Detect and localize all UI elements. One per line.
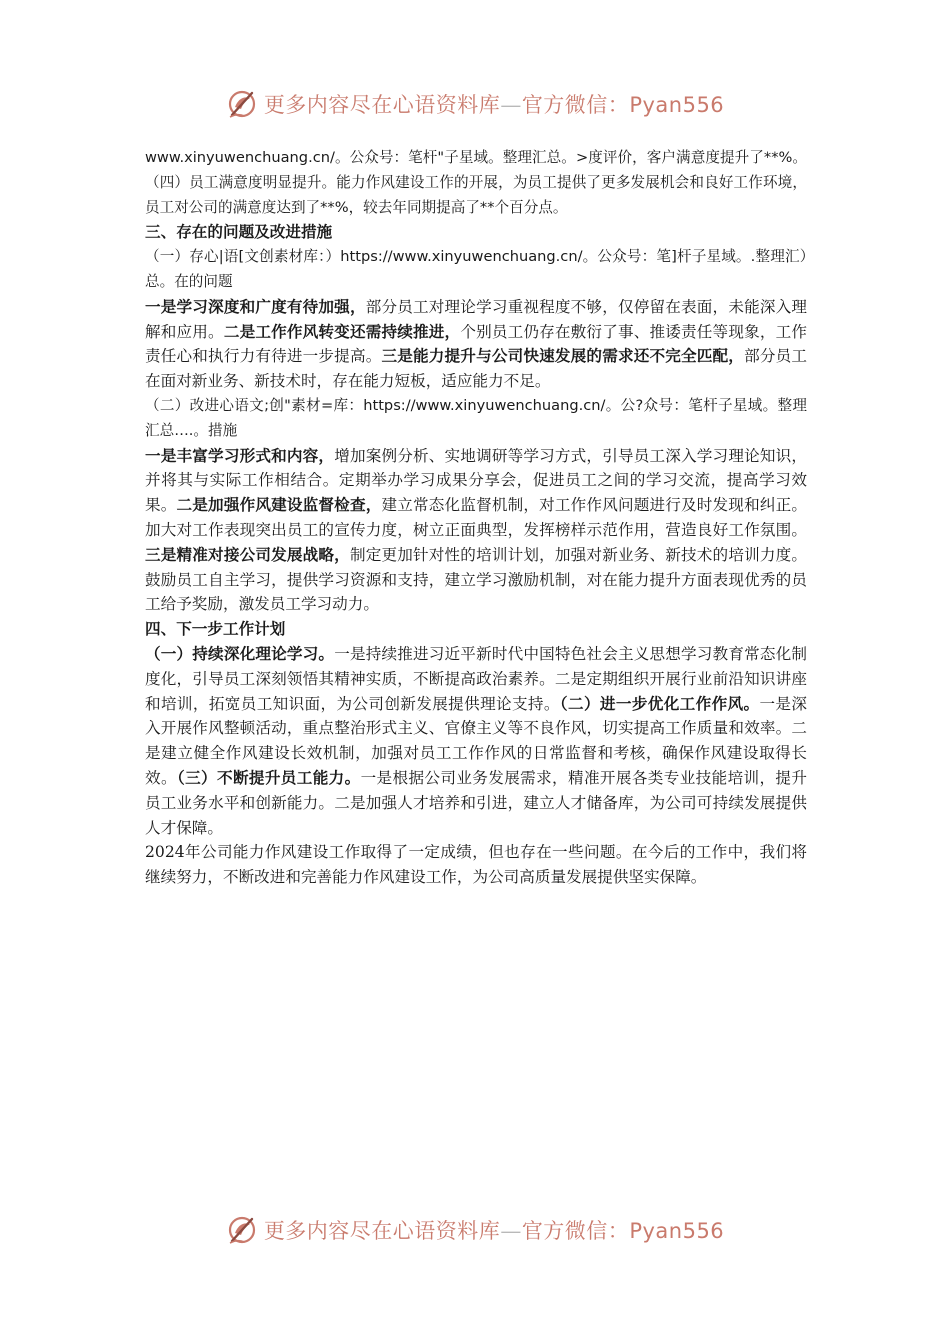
banner-text <box>264 1215 724 1245</box>
banner-wechat-id: Pyan556 <box>629 1219 725 1243</box>
header-banner <box>0 84 950 124</box>
banner-separator: — <box>500 1219 522 1243</box>
banner-main: 更多内容尽在心语资料库 <box>263 93 501 117</box>
document-body <box>145 146 807 890</box>
paragraph-intro: www.xinyuwenchuang.cn/。公众号：笔杆"子星域。整理汇总。>度评价，客户满意度提升了**%。（四）员工满意度明显提升。能力作风建设工作的开展，为员工提供了更多发展机会和良好工作环境，员工对公司的满意度达到了**%，较去年同期提高了**个百分点。 <box>145 149 807 216</box>
subheading-measures: （二）改进心语文;创"素材=库：https://www.xinyuwenchuang.cn/。公?众号：笔杆子星域。整理汇总….。措施 <box>145 396 807 439</box>
problem-1-text: 部分员工对理论学习重视程度不够，仅停留在表面，未能深入理解和应用。 <box>145 297 807 341</box>
plan-2-text: 一是深入开展作风整顿活动，重点整治形式主义、官僚主义等不良作风，切实提高工作质量和效率。二是建立健全作风建设长效机制，加强对员工工作作风的日常监督和考核，确保作风建设取得长效。 <box>145 694 807 787</box>
section-heading-problems: 三、存在的问题及改进措施 <box>145 223 333 242</box>
measure-1-text: 增加案例分析、实地调研等学习方式，引导员工深入学习理论知识，并将其与实际工作相结合。定期举办学习成果分享会，促进员工之间的学习交流，提高学习效果。 <box>145 446 807 515</box>
plan-1-text: 一是持续推进习近平新时代中国特色社会主义思想学习教育常态化制度化，引导员工深刻领悟其精神实质，不断提高政治素养。二是定期组织开展行业前沿知识讲座和培训，拓宽员工知识面，为公司创新发展提供理论支持。 <box>145 644 807 713</box>
banner-official: 官方微信： <box>521 93 630 117</box>
problem-3-text: 部分员工在面对新业务、新技术时，存在能力短板，适应能力不足。 <box>145 347 807 391</box>
problem-2-text: 个别员工仍存在敷衍了事、推诿责任等现象，工作责任心和执行力有待进一步提高。 <box>145 322 807 366</box>
subheading-problems: （一）存心|语[文创素材库：）https://www.xinyuwenchuang.cn/。公众号：笔]杆子星域。.整理汇）总。在的问题 <box>145 248 807 290</box>
measure-2-title: 二是加强作风建设监督检查， <box>176 496 382 515</box>
pen-swirl-logo-icon <box>226 1213 260 1247</box>
banner-separator: — <box>500 93 522 117</box>
measure-3-text: 制定更加针对性的培训计划，加强对新业务、新技术的培训力度。鼓励员工自主学习，提供学习资源和支持，建立学习激励机制，对在能力提升方面表现优秀的员工给予奖励，激发员工学习动力。 <box>145 545 807 614</box>
paragraph-closing: 2024年公司能力作风建设工作取得了一定成绩，但也存在一些问题。在今后的工作中，我们将继续努力，不断改进和完善能力作风建设工作，为公司高质量发展提供坚实保障。 <box>145 843 807 887</box>
banner-main: 更多内容尽在心语资料库 <box>263 1219 501 1243</box>
plan-2-title: （二）进一步优化工作作风。 <box>559 694 760 713</box>
problem-2-title: 二是工作作风转变还需持续推进， <box>223 322 461 341</box>
plan-1-title: （一）持续深化理论学习。 <box>145 644 335 663</box>
pen-swirl-logo-icon <box>226 87 260 121</box>
measure-3-title: 三是精准对接公司发展战略， <box>145 545 350 564</box>
banner-text <box>264 89 724 119</box>
paragraph-measures <box>145 444 807 618</box>
plan-3-text: 一是根据公司业务发展需求，精准开展各类专业技能培训，提升员工业务水平和创新能力。二是加强人才培养和引进，建立人才储备库，为公司可持续发展提供人才保障。 <box>145 768 807 837</box>
problem-3-title: 三是能力提升与公司快速发展的需求还不完全匹配， <box>381 347 745 366</box>
section-heading-plan: 四、下一步工作计划 <box>145 620 286 639</box>
measure-1-title: 一是丰富学习形式和内容， <box>145 446 335 465</box>
banner-official: 官方微信： <box>521 1219 630 1243</box>
banner-wechat-id: Pyan556 <box>629 93 725 117</box>
measure-2-text: 建立常态化监督机制，对工作作风问题进行及时发现和纠正。加大对工作表现突出员工的宣传力度，树立正面典型，发挥榜样示范作用，营造良好工作氛围。 <box>145 496 807 539</box>
paragraph-problems <box>145 295 807 394</box>
plan-3-title: （三）不断提升员工能力。 <box>176 768 361 787</box>
footer-banner <box>0 1210 950 1250</box>
paragraph-plan <box>145 642 807 840</box>
problem-1-title: 一是学习深度和广度有待加强， <box>145 297 366 316</box>
